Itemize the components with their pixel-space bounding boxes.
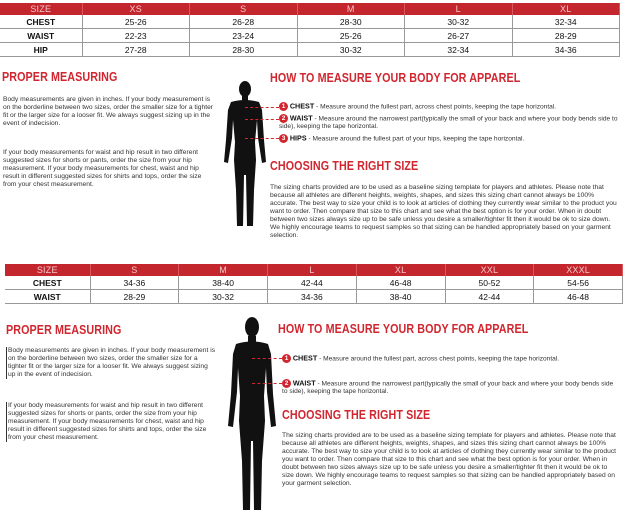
table-header-row [0, 3, 620, 15]
header-cell: M [297, 3, 405, 15]
number-badge-icon: 2 [282, 379, 291, 388]
row-label: WAIST [5, 290, 90, 304]
proper-measuring-paragraph-2: If your body measurements for waist and hip result in two different suggested sizes for shorts or pants, order the size from your hip measurement. If your body measurements for chest, waist and hip result in different suggested sizes for shirts and tops, order the size from your chest measurement. [6, 402, 216, 442]
table-cell: 26-28 [190, 15, 298, 29]
table-cell: 28-29 [90, 290, 179, 304]
table-cell: 42-44 [268, 276, 357, 290]
table-cell: 54-56 [534, 276, 623, 290]
proper-measuring-heading: PROPER MEASURING [2, 70, 118, 84]
table-cell: 30-32 [405, 15, 513, 29]
choosing-size-paragraph: The sizing charts provided are to be used as a baseline sizing template for players and athletes. Please note that because all athletes are different heights, weights, shapes, and sizes this sizing chart cannot always be 100% accurate. The best way to size your child is to look at articles of clothing they currently wear similar to the product you want to order. Then compare that size to this chart and see what the best option is for your order. When in doubt between two sizes always size up to be safe unless you desire a smaller/tighter fit then it would be ok to size down. We highly encourage teams to request samples so that sizing can be handled appropriately based on your garment selection. [270, 184, 617, 239]
header-cell: M [179, 264, 268, 276]
measure-chest [282, 354, 622, 363]
table-cell: 30-32 [297, 43, 405, 57]
body-figure-icon [222, 80, 268, 228]
table-cell: 42-44 [445, 290, 534, 304]
row-label: HIP [0, 43, 82, 57]
waist-guide-line [245, 119, 279, 120]
row-label: WAIST [0, 29, 82, 43]
table-cell: 23-24 [190, 29, 298, 43]
table-cell: 46-48 [534, 290, 623, 304]
table-cell: 32-34 [512, 15, 620, 29]
table-cell: 27-28 [82, 43, 190, 57]
table-cell: 34-36 [512, 43, 620, 57]
header-cell: SIZE [0, 3, 82, 15]
header-cell: XXL [445, 264, 534, 276]
table-cell: 38-40 [356, 290, 445, 304]
table-cell: 22-23 [82, 29, 190, 43]
chest-guide-line [252, 358, 282, 359]
number-badge-icon: 3 [279, 134, 288, 143]
table-cell: 30-32 [179, 290, 268, 304]
table-row [0, 29, 620, 43]
table-cell: 25-26 [82, 15, 190, 29]
measure-waist [282, 379, 618, 396]
table-cell: 26-27 [405, 29, 513, 43]
choosing-size-heading: CHOOSING THE RIGHT SIZE [282, 408, 431, 422]
table-row [0, 15, 620, 29]
table-header-row [5, 264, 623, 276]
measure-hips [279, 134, 624, 143]
table-cell: 38-40 [179, 276, 268, 290]
header-cell: S [90, 264, 179, 276]
proper-measuring-paragraph-1: Body measurements are given in inches. If your body measurement is on the borderline between two sizes, order the smaller size for a tighter fit or the larger size for a looser fit. We always suggest sizing up in the event of indecision. [8, 347, 216, 378]
header-cell: SIZE [5, 264, 90, 276]
hips-guide-line [245, 138, 279, 139]
proper-measuring-paragraph-1: Body measurements are given in inches. If your body measurement is on the borderline between two sizes, order the smaller size for a tighter fit or the larger size for a looser fit. We always suggest sizing up in the event of indecision. [3, 96, 214, 127]
chest-guide-line [245, 107, 279, 108]
size-chart-table-1 [0, 3, 620, 57]
measure-desc: - Measure around the fullest part, across chest points, keeping the tape horizontal. [319, 355, 560, 363]
header-cell: L [405, 3, 513, 15]
body-figure-icon [226, 316, 278, 512]
measure-name: WAIST [289, 113, 313, 123]
measure-name: WAIST [292, 378, 316, 388]
measure-desc: - Measure around the narrowest part(typically the small of your back and where your body bends side to side), keeping the tape horizontal. [279, 115, 618, 131]
measure-chest [279, 102, 624, 111]
table-cell: 50-52 [445, 276, 534, 290]
number-badge-icon: 1 [279, 102, 288, 111]
header-cell: XS [82, 3, 190, 15]
table-cell: 34-36 [268, 290, 357, 304]
header-cell: XL [512, 3, 620, 15]
measure-name: HIPS [289, 133, 307, 143]
table-cell: 28-30 [190, 43, 298, 57]
size-chart-table-2 [5, 264, 623, 304]
proper-measuring-heading: PROPER MEASURING [6, 323, 122, 337]
table-row [0, 43, 620, 57]
measure-name: CHEST [289, 101, 315, 111]
table-row [5, 276, 623, 290]
row-label: CHEST [5, 276, 90, 290]
table-cell: 32-34 [405, 43, 513, 57]
number-badge-icon: 1 [282, 354, 291, 363]
how-to-measure-heading: HOW TO MEASURE YOUR BODY FOR APPAREL [278, 322, 529, 336]
table-cell: 25-26 [297, 29, 405, 43]
table-cell: 34-36 [90, 276, 179, 290]
measure-waist [279, 114, 619, 131]
choosing-size-heading: CHOOSING THE RIGHT SIZE [270, 159, 419, 173]
table-row [5, 290, 623, 304]
measure-desc: - Measure around the fullest part, across chest points, keeping the tape horizontal. [316, 103, 557, 111]
proper-measuring-paragraph-2: If your body measurements for waist and hip result in two different suggested sizes for shorts or pants, order the size from your hip measurement. If your body measurements for chest, waist and hip result in different suggested sizes for shirts and tops, order the size from your chest measurement. [3, 149, 202, 188]
header-cell: XL [356, 264, 445, 276]
table-cell: 28-30 [297, 15, 405, 29]
number-badge-icon: 2 [279, 114, 288, 123]
table-cell: 28-29 [512, 29, 620, 43]
measure-desc: - Measure around the narrowest part(typically the small of your back and where your body bends side to side), keeping the tape horizontal. [282, 380, 614, 396]
measure-name: CHEST [292, 353, 318, 363]
header-cell: L [268, 264, 357, 276]
how-to-measure-heading: HOW TO MEASURE YOUR BODY FOR APPAREL [270, 71, 521, 85]
table-cell: 46-48 [356, 276, 445, 290]
row-label: CHEST [0, 15, 82, 29]
header-cell: XXXL [534, 264, 623, 276]
waist-guide-line [252, 383, 282, 384]
measure-desc: - Measure around the fullest part of your hips, keeping the tape horizontal. [308, 135, 525, 143]
choosing-size-paragraph: The sizing charts provided are to be used as a baseline sizing template for players and athletes. Please note that because all athletes are different heights, weights, shapes, and sizes this sizing chart cannot always be 100% accurate. The best way to size your child is to look at articles of clothing they currently wear similar to the product you want to order. Then compare that size to this chart and see what the best option is for your order. When in doubt between two sizes always size up to be safe unless you desire a smaller/tighter fit then it would be ok to size down. We highly encourage teams to request samples so that sizing can be handled appropriately based on your garment selection. [282, 432, 617, 487]
header-cell: S [190, 3, 298, 15]
